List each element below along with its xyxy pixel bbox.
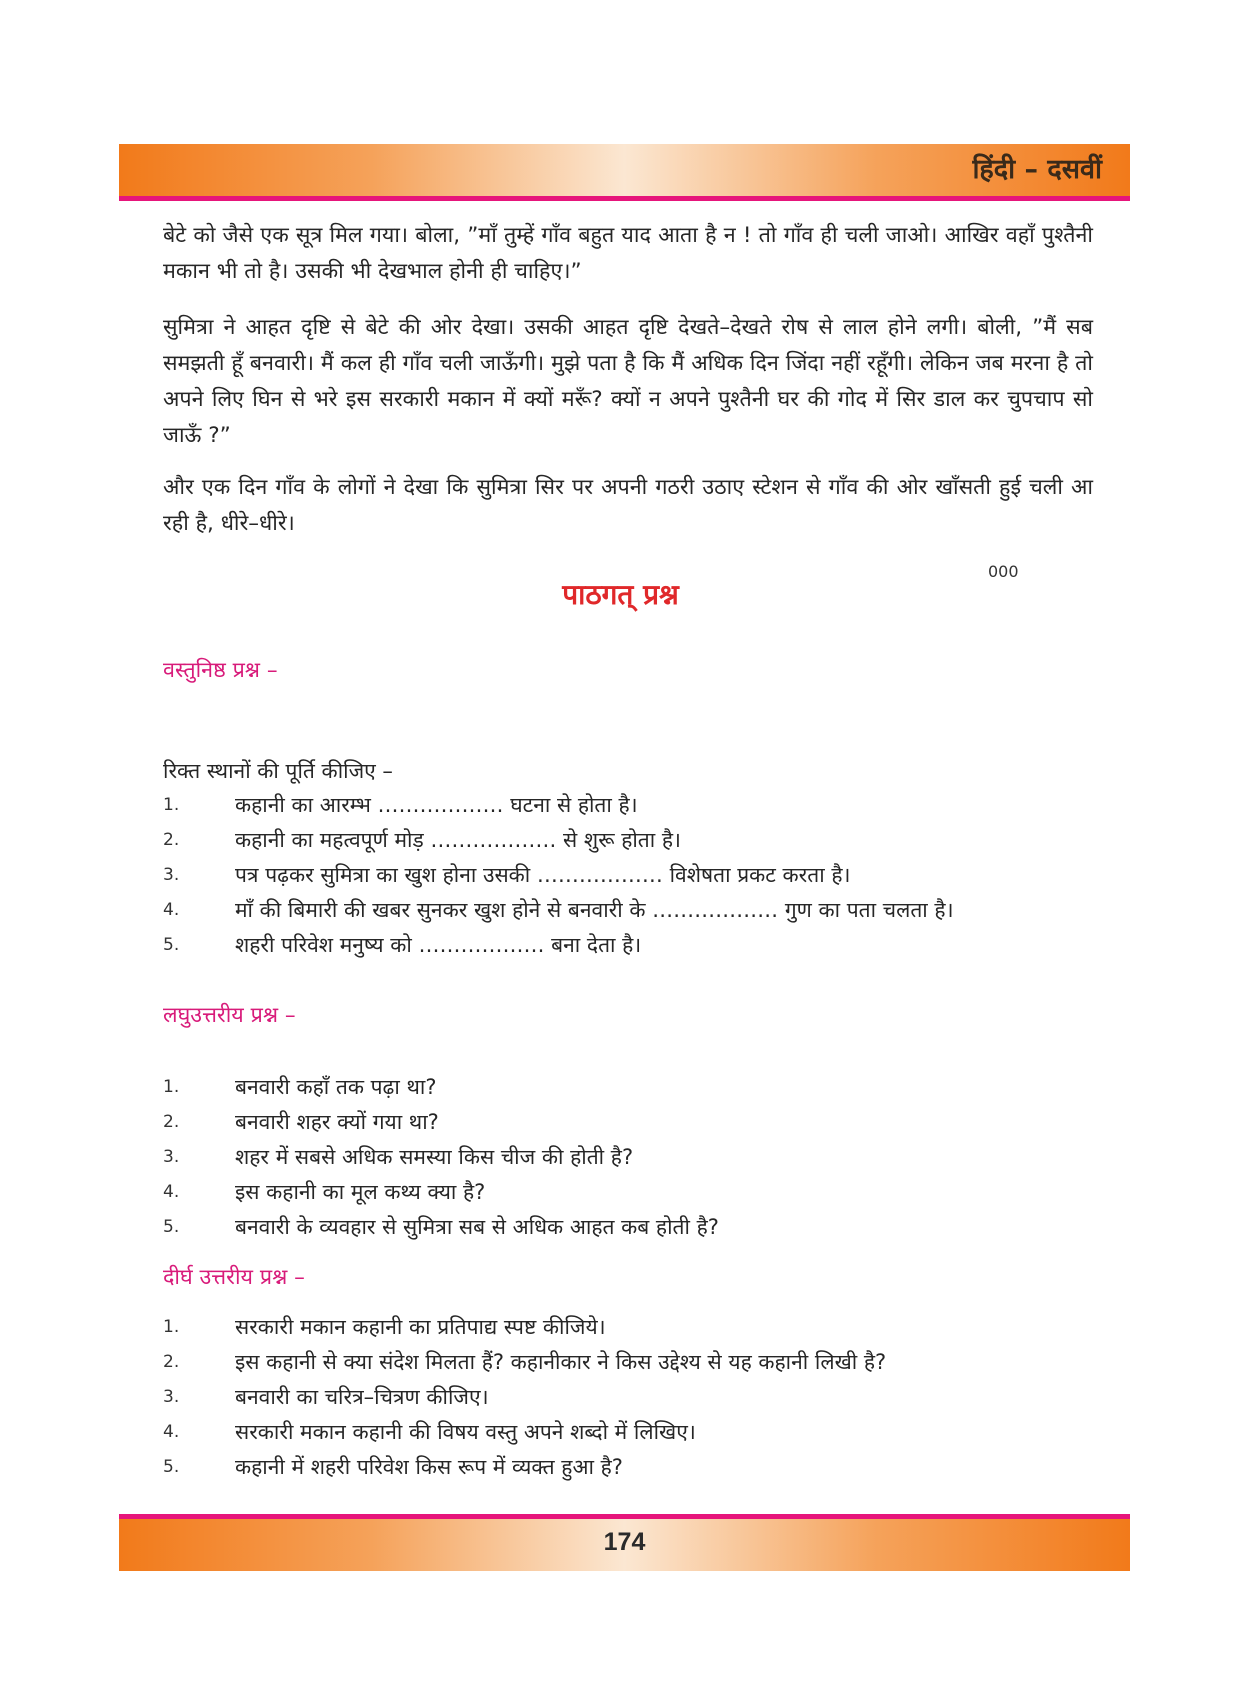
item-text: माँ की बिमारी की खबर सुनकर खुश होने से बनवारी के ……………… गुण का पता चलता है।	[235, 898, 954, 922]
item-text: बनवारी के व्यवहार से सुमित्रा सब से अधिक आहत कब होती है?	[235, 1215, 719, 1239]
page-number: 174	[603, 1528, 646, 1556]
list-item	[163, 1210, 1093, 1245]
item-number: 2.	[163, 1352, 180, 1372]
item-text: बनवारी कहाँ तक पढ़ा था?	[235, 1075, 437, 1099]
item-number: 1.	[163, 1077, 180, 1097]
item-number: 3.	[163, 865, 180, 885]
list-item	[163, 928, 1093, 963]
list-item	[163, 1140, 1093, 1175]
paragraph-2: सुमित्रा ने आहत दृष्टि से बेटे की ओर देखा। उसकी आहत दृष्टि देखते–देखते रोष से लाल होने लगी। बोली, ”मैं सब समझती हूँ बनवारी। मैं कल ही गाँव चली जाऊँगी। मुझे पता है कि मैं अधिक दिन जिंदा नहीं रहूँगी। लेकिन जब मरना है तो अपने लिए घिन से भरे इस सरकारी मकान में क्यों मरूँ? क्यों न अपने पुश्तैनी घर की गोद में सिर डाल कर चुपचाप सो जाऊँ ?”	[163, 315, 1093, 448]
paragraph-3: और एक दिन गाँव के लोगों ने देखा कि सुमित्रा सिर पर अपनी गठरी उठाए स्टेशन से गाँव की ओर खाँसती हुई चली आ रही है, धीरे–धीरे।	[163, 475, 1093, 536]
item-number: 2.	[163, 830, 180, 850]
item-text: कहानी का आरम्भ ……………… घटना से होता है।	[235, 793, 638, 817]
item-number: 4.	[163, 1422, 180, 1442]
item-number: 5.	[163, 935, 180, 955]
short-answer-list	[163, 1070, 1093, 1245]
item-number: 1.	[163, 795, 180, 815]
list-item	[163, 1105, 1093, 1140]
list-item	[163, 788, 1093, 823]
section-title: पाठगत् प्रश्न	[562, 578, 679, 611]
item-text: शहर में सबसे अधिक समस्या किस चीज की होती है?	[235, 1145, 634, 1169]
item-text: सरकारी मकान कहानी की विषय वस्तु अपने शब्दो में लिखिए।	[235, 1420, 696, 1444]
objective-intro: रिक्त स्थानों की पूर्ति कीजिए –	[163, 759, 393, 783]
list-item	[163, 1450, 1093, 1485]
item-text: पत्र पढ़कर सुमित्रा का खुश होना उसकी ……………… विशेषता प्रकट करता है।	[235, 863, 851, 887]
section-marker: 000	[988, 562, 1019, 581]
list-item	[163, 1415, 1093, 1450]
item-text: इस कहानी का मूल कथ्य क्या है?	[235, 1180, 486, 1204]
item-text: कहानी में शहरी परिवेश किस रूप में व्यक्त हुआ है?	[235, 1455, 623, 1479]
item-text: बनवारी शहर क्यों गया था?	[235, 1110, 439, 1134]
item-number: 1.	[163, 1317, 180, 1337]
header-divider	[119, 196, 1130, 201]
objective-list	[163, 788, 1093, 963]
list-item	[163, 1345, 1093, 1380]
header-band	[119, 144, 1130, 196]
item-number: 5.	[163, 1217, 180, 1237]
list-item	[163, 1070, 1093, 1105]
list-item	[163, 823, 1093, 858]
list-item	[163, 1310, 1093, 1345]
item-number: 4.	[163, 1182, 180, 1202]
objective-heading: वस्तुनिष्ठ प्रश्न –	[163, 658, 278, 683]
item-text: इस कहानी से क्या संदेश मिलता हैं? कहानीकार ने किस उद्देश्य से यह कहानी लिखी है?	[235, 1350, 887, 1374]
list-item	[163, 893, 1093, 928]
list-item	[163, 1175, 1093, 1210]
item-number: 3.	[163, 1147, 180, 1167]
long-answer-heading: दीर्घ उत्तरीय प्रश्न –	[163, 1265, 305, 1290]
long-answer-list	[163, 1310, 1093, 1485]
footer-band	[119, 1519, 1130, 1571]
item-text: सरकारी मकान कहानी का प्रतिपाद्य स्पष्ट कीजिये।	[235, 1315, 606, 1339]
item-number: 2.	[163, 1112, 180, 1132]
short-answer-heading: लघुउत्तरीय प्रश्न –	[163, 1003, 296, 1028]
item-text: कहानी का महत्वपूर्ण मोड़ ……………… से शुरू होता है।	[235, 828, 681, 852]
item-number: 5.	[163, 1457, 180, 1477]
list-item	[163, 858, 1093, 893]
item-number: 4.	[163, 900, 180, 920]
item-text: बनवारी का चरित्र–चित्रण कीजिए।	[235, 1385, 489, 1409]
item-text: शहरी परिवेश मनुष्य को ……………… बना देता है।	[235, 933, 642, 957]
item-number: 3.	[163, 1387, 180, 1407]
header-title: हिंदी – दसवीं	[972, 154, 1102, 185]
paragraph-1: बेटे को जैसे एक सूत्र मिल गया। बोला, ”माँ तुम्हें गाँव बहुत याद आता है न ! तो गाँव ही चली जाओ। आखिर वहाँ पुश्तैनी मकान भी तो है। उसकी भी देखभाल होनी ही चाहिए।”	[163, 223, 1093, 284]
list-item	[163, 1380, 1093, 1415]
